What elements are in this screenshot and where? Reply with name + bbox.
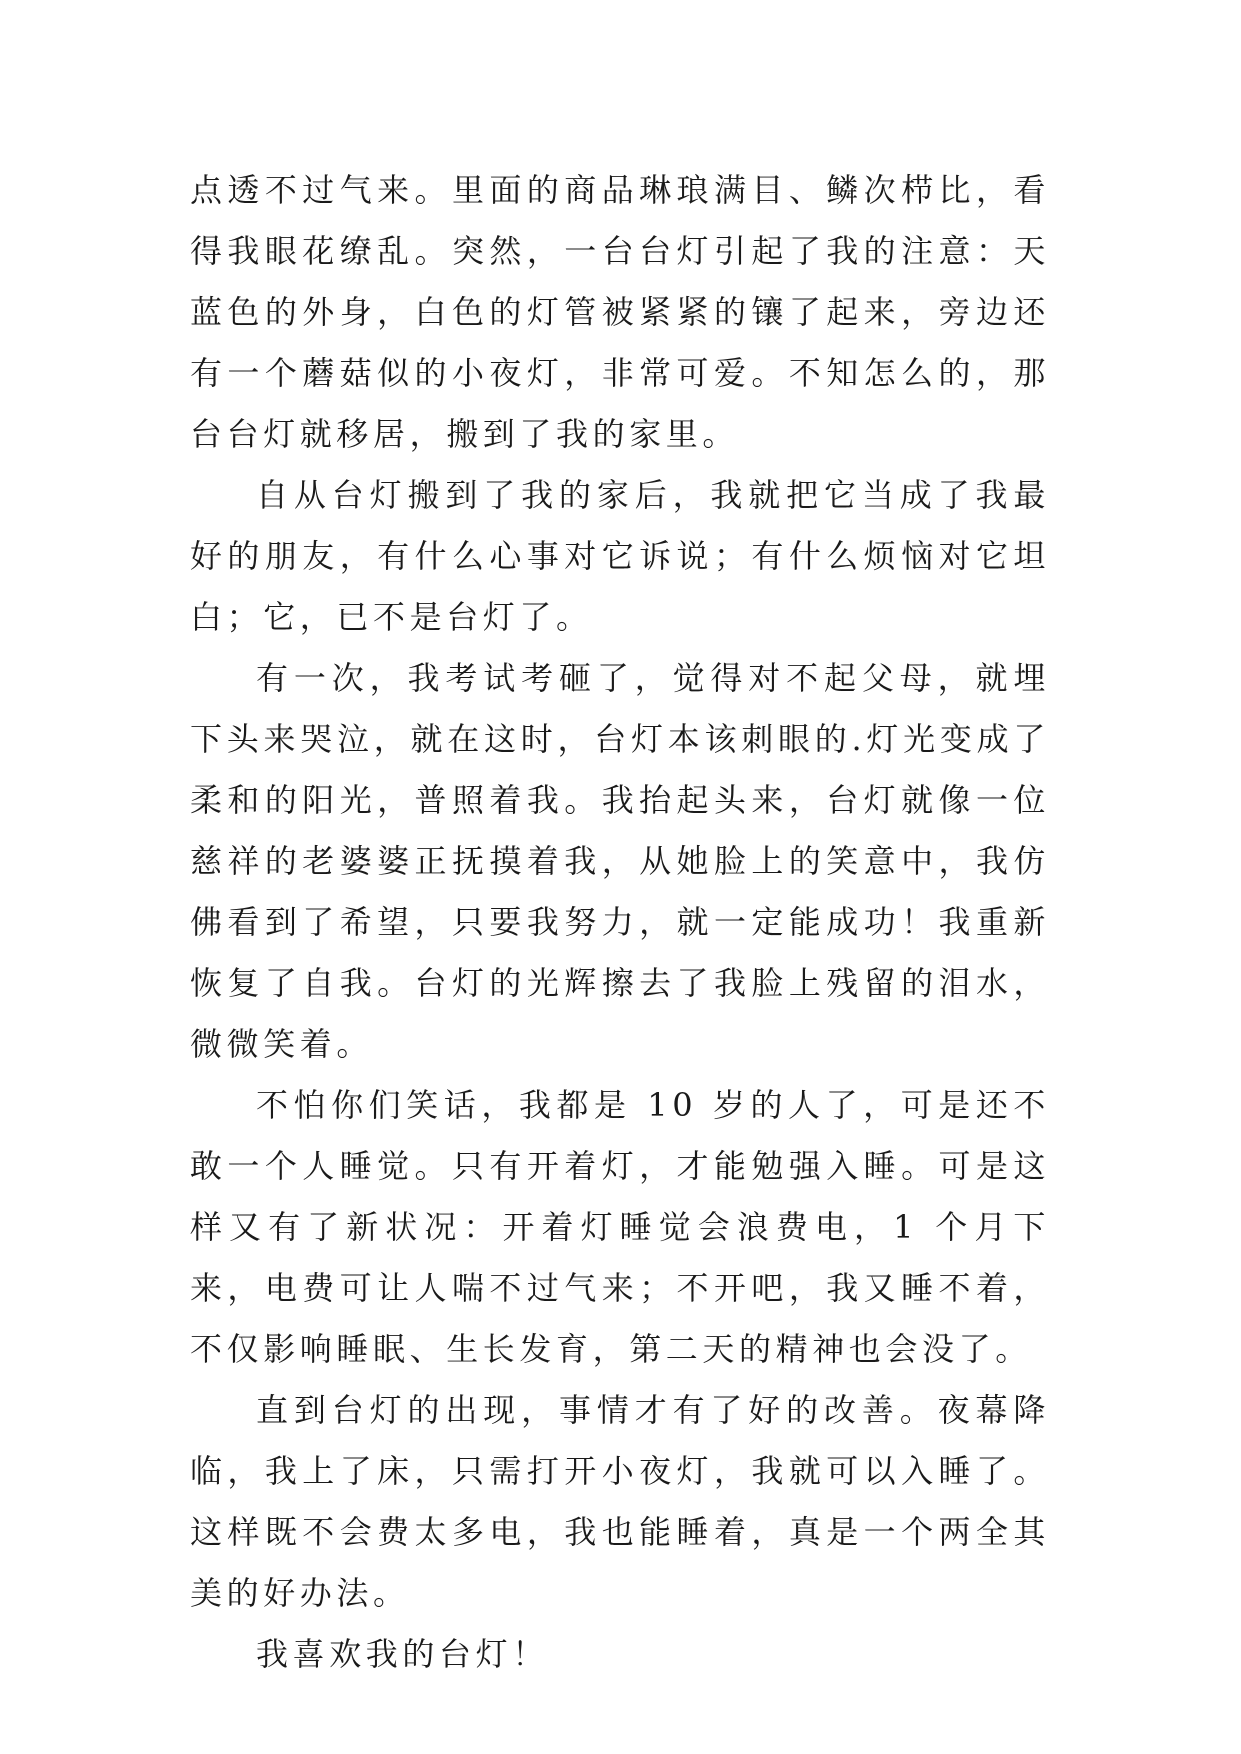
paragraph: 直到台灯的出现，事情才有了好的改善。夜幕降临，我上了床，只需打开小夜灯，我就可以入睡了。这样既不会费太多电，我也能睡着，真是一个两全其美的好办法。 (190, 1391, 1050, 1612)
paragraph-closing: 我喜欢我的台灯！ (256, 1635, 549, 1673)
paragraph: 有一次，我考试考砸了，觉得对不起父母，就埋下头来哭泣，就在这时，台灯本该刺眼的.灯光变成了柔和的阳光，普照着我。我抬起头来，台灯就像一位慈祥的老婆婆正抚摸着我，从她脸上的笑意中，我仿佛看到了希望，只要我努力，就一定能成功！我重新恢复了自我。台灯的光辉擦去了我脸上残留的泪水，微微笑着。 (190, 659, 1050, 1063)
paragraph: 自从台灯搬到了我的家后，我就把它当成了我最好的朋友，有什么心事对它诉说；有什么烦恼对它坦白；它，已不是台灯了。 (190, 476, 1050, 636)
paragraph-continued: 点透不过气来。里面的商品琳琅满目、鳞次栉比，看得我眼花缭乱。突然，一台台灯引起了我的注意：天蓝色的外身，白色的灯管被紧紧的镶了起来，旁边还有一个蘑菇似的小夜灯，非常可爱。不知怎么的，那台台灯就移居，搬到了我的家里。 (190, 171, 1050, 453)
essay-body (190, 160, 1050, 1685)
paragraph: 不怕你们笑话，我都是 10 岁的人了，可是还不敢一个人睡觉。只有开着灯，才能勉强入睡。可是这样又有了新状况：开着灯睡觉会浪费电，1 个月下来，电费可让人喘不过气来；不开吧，我又睡不着，不仅影响睡眠、生长发育，第二天的精神也会没了。 (190, 1086, 1050, 1368)
